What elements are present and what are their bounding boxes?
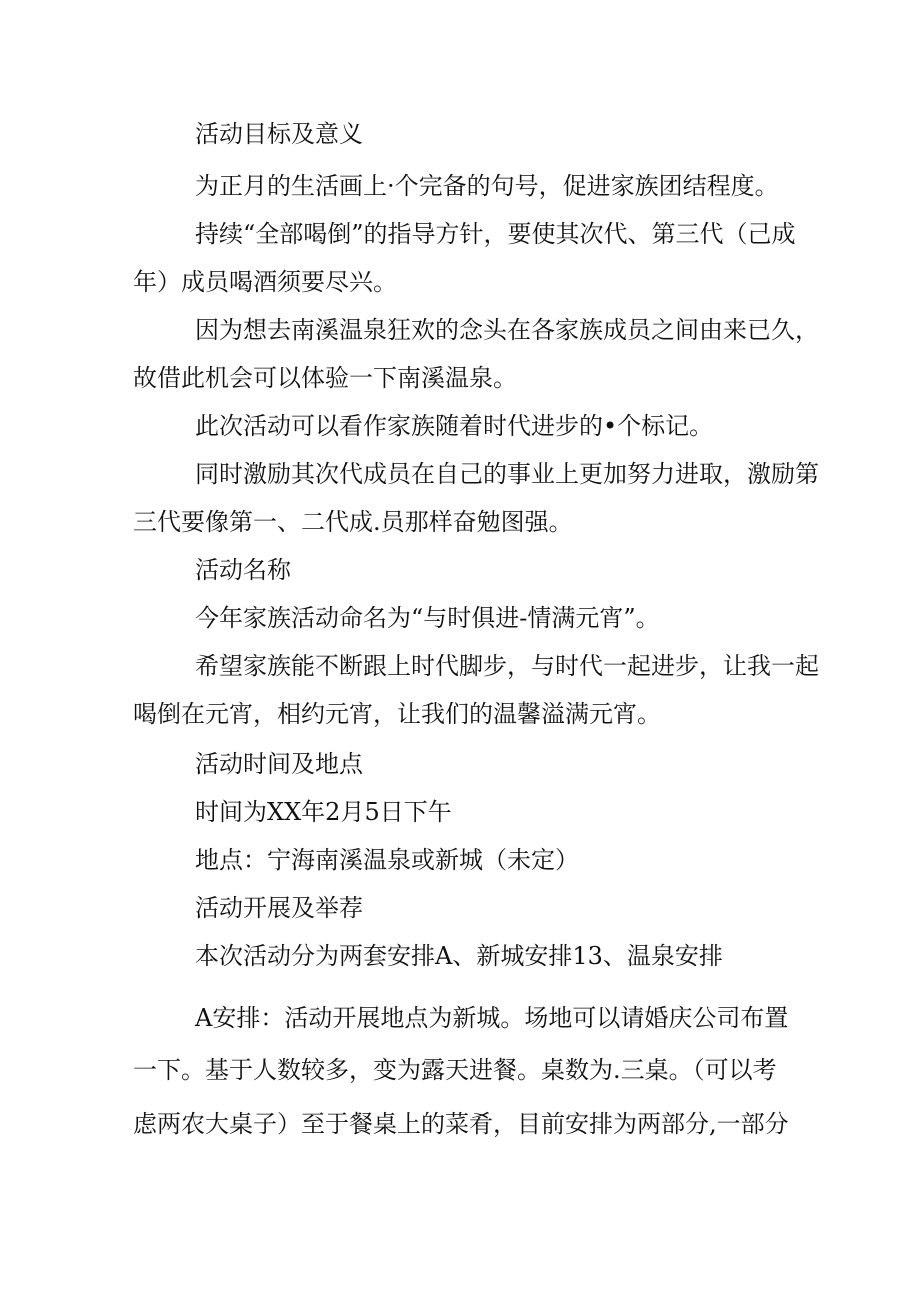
section-heading-activities: 活动开展及举荐 [195,894,363,922]
section-heading-name: 活动名称 [195,556,291,584]
paragraph-line: 为正月的生活画上·个完备的句号，促进家族团结程度。 [195,172,779,200]
paragraph-line: 持续“全部喝倒”的指导方针，要使其次代、第三代（己成 [195,220,796,248]
section-heading-goals: 活动目标及意义 [195,120,363,148]
paragraph-line: 故借此机会可以体验一下南溪温泉。 [133,364,517,392]
paragraph-line: 虑两农大桌子）至于餐桌上的菜肴，目前安排为两部分,一部分 [133,1110,789,1138]
paragraph-line: 同时激励其次代成员在自己的事业上更加努力进取，激励第 [195,460,819,488]
paragraph-line: 希望家族能不断跟上时代脚步，与时代一起进步，让我一起 [195,652,819,680]
paragraph-line: 今年家族活动命名为“与时俱进-情满元宵”。 [195,604,660,632]
section-heading-time-place: 活动时间及地点 [195,750,363,778]
paragraph-line: 一下。基于人数较多，变为露天进餐。桌数为.三桌。（可以考 [133,1056,777,1084]
paragraph-line: 因为想去南溪温泉狂欢的念头在各家族成员之间由来已久， [195,316,819,344]
paragraph-line: 喝倒在元宵，相约元宵，让我们的温馨溢满元宵。 [133,700,661,728]
paragraph-line: 时间为XX年2月5日下午 [195,798,452,826]
paragraph-line: 三代要像第一、二代成.员那样奋勉图强。 [133,508,573,536]
paragraph-line: 本次活动分为两套安排A、新城安排13、温泉安排 [195,942,723,970]
paragraph-line: 地点：宁海南溪温泉或新城（未定） [195,846,579,874]
paragraph-line: 此次活动可以看作家族随着时代进步的•个标记。 [195,412,714,440]
paragraph-line: 年）成员喝酒须要尽兴。 [133,268,397,296]
paragraph-line: A安排：活动开展地点为新城。场地可以请婚庆公司布置 [195,1004,789,1032]
